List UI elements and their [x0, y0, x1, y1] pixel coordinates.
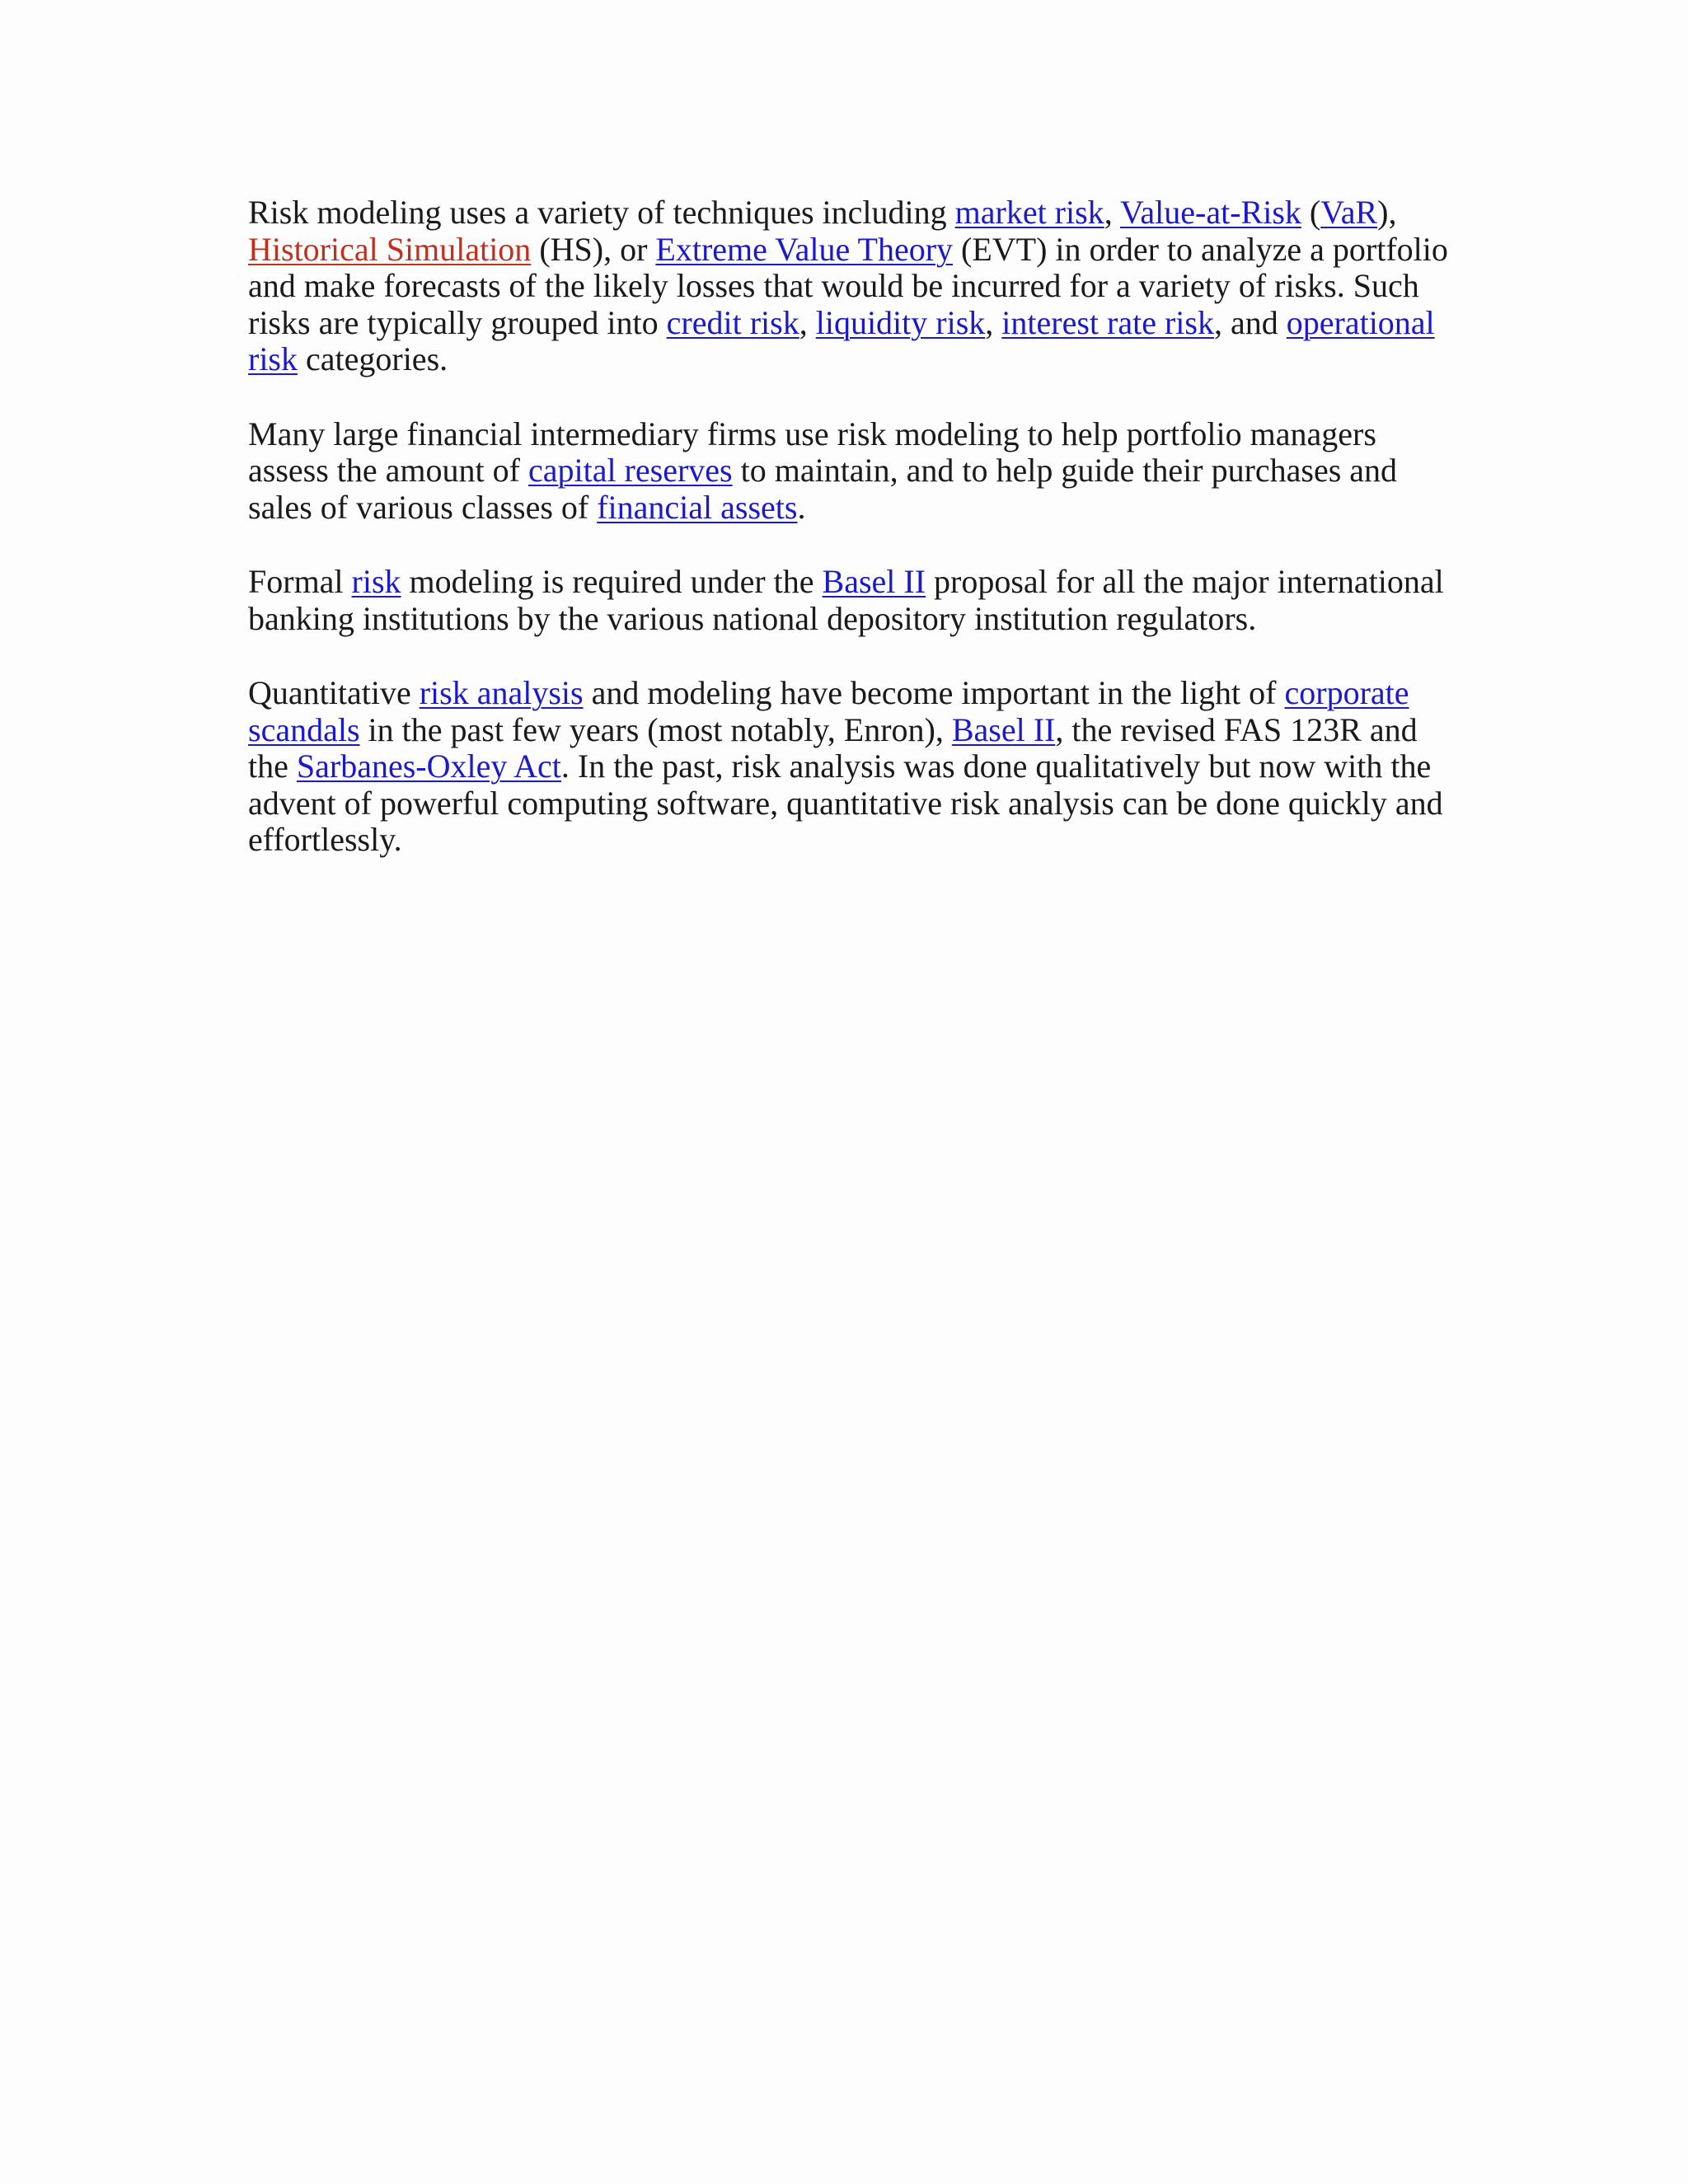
paragraph-text: , — [799, 303, 816, 341]
link-sarbanes-oxley-act[interactable]: Sarbanes-Oxley Act — [296, 748, 561, 785]
paragraph-text: , and — [1213, 303, 1287, 341]
document-body — [248, 194, 1451, 897]
paragraph-text: Risk modeling uses a variety of techniques including — [248, 194, 955, 231]
paragraph-text: ), — [1377, 194, 1397, 231]
link-market-risk[interactable]: market risk — [954, 194, 1104, 231]
link-var[interactable]: VaR — [1320, 194, 1378, 231]
paragraph-1 — [248, 194, 1451, 378]
paragraph-text: proposal for all the major international banking institutions by the various national depository institution regulators. — [248, 563, 1444, 637]
link-financial-assets[interactable]: financial assets — [597, 488, 798, 526]
link-risk[interactable]: risk — [351, 563, 401, 600]
paragraph-text: to maintain, and to help guide their purchases and sales of various classes of — [248, 452, 1398, 526]
link-interest-rate-risk[interactable]: interest rate risk — [1001, 303, 1214, 341]
paragraph-text: , — [985, 303, 1002, 341]
paragraph-text: , — [1104, 194, 1120, 231]
paragraph-text: in the past few years (most notably, Enron), — [359, 710, 952, 748]
link-credit-risk[interactable]: credit risk — [666, 303, 799, 341]
paragraph-text: . — [797, 488, 806, 526]
paragraph-text: (EVT) in order to analyze a portfolio and make forecasts of the likely losses that would be incurred for a variety of risks. Such risks are typically grouped into — [248, 230, 1448, 341]
paragraph-text: . In the past, risk analysis was done qualitatively but now with the advent of powerful computing software, quantitative risk analysis can be done quickly and effortlessly. — [248, 748, 1443, 858]
link-historical-simulation[interactable]: Historical Simulation — [248, 230, 532, 268]
paragraph-text: (HS), or — [531, 230, 656, 268]
link-extreme-value-theory[interactable]: Extreme Value Theory — [655, 230, 954, 268]
link-basel-ii[interactable]: Basel II — [822, 563, 926, 600]
link-value-at-risk[interactable]: Value-at-Risk — [1119, 194, 1301, 231]
paragraph-text: Quantitative — [248, 674, 420, 711]
paragraph-text: and modeling have become important in the light of — [583, 674, 1285, 711]
paragraph-3 — [248, 564, 1451, 637]
link-operational-risk[interactable]: operational risk — [248, 303, 1435, 377]
paragraph-text: Many large financial intermediary firms use risk modeling to help portfolio managers assess the amount of — [248, 415, 1376, 489]
paragraph-4 — [248, 675, 1451, 859]
paragraph-2 — [248, 416, 1451, 527]
paragraph-text: categories. — [298, 340, 448, 377]
link-basel-ii-2[interactable]: Basel II — [951, 710, 1056, 748]
paragraph-text: ( — [1301, 194, 1321, 231]
link-risk-analysis[interactable]: risk analysis — [419, 674, 584, 711]
paragraph-text: , the revised FAS 123R and the — [248, 710, 1418, 785]
link-liquidity-risk[interactable]: liquidity risk — [815, 303, 986, 341]
paragraph-text: modeling is required under the — [401, 563, 823, 600]
paragraph-text: Formal — [248, 563, 352, 600]
link-corporate-scandals[interactable]: corporate scandals — [248, 674, 1409, 748]
link-capital-reserves[interactable]: capital reserves — [528, 452, 733, 489]
